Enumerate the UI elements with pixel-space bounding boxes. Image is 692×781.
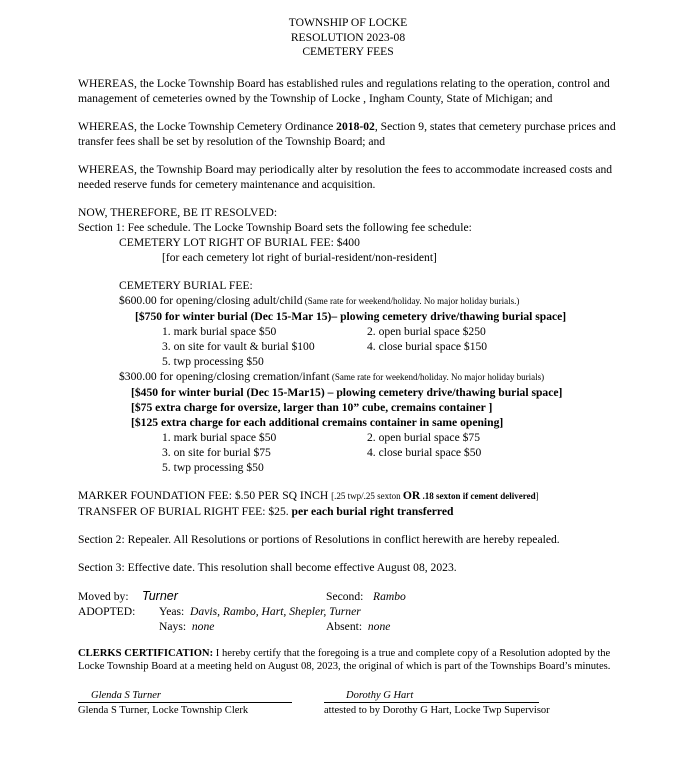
second-value: Rambo (373, 589, 406, 603)
yeas-line (142, 604, 406, 619)
fee-item: 3. on site for burial $75 (162, 445, 271, 459)
fee-item-row (78, 339, 618, 354)
fee-item: 1. mark burial space $50 (162, 430, 277, 444)
nays-value: none (191, 619, 215, 633)
nays-label: Nays: (159, 619, 187, 633)
transfer-fee-note: per each burial right transferred (291, 504, 454, 518)
clerks-certification (78, 647, 618, 674)
moved-by-label: Moved by: (78, 589, 129, 603)
cremation-fee-line (78, 369, 618, 385)
absent-label: Absent: (326, 619, 363, 633)
clerk-signature-line: Glenda S Turner (78, 690, 292, 703)
vote-record (78, 589, 406, 634)
fee-item-row (78, 460, 618, 475)
marker-foundation-fee (78, 488, 618, 504)
header-township: TOWNSHIP OF LOCKE (288, 16, 408, 29)
resolved-block (78, 205, 618, 519)
section-3-effective-date: Section 3: Effective date. This resolution shall become effective August 08, 2023. (78, 560, 457, 574)
header-resolution-number: RESOLUTION 2023-08 (290, 30, 406, 44)
fee-item: 2. open burial space $75 (367, 430, 481, 444)
marker-fee-text: MARKER FOUNDATION FEE: $.50 PER SQ INCH (78, 488, 332, 502)
resolution-document (78, 16, 618, 717)
fee-item: 4. close burial space $50 (367, 445, 482, 459)
fee-item: 2. open burial space $250 (367, 324, 486, 338)
whereas-paragraph-2 (78, 119, 618, 149)
fee-item: 4. close burial space $150 (367, 339, 488, 353)
document-header (78, 16, 618, 60)
whereas-paragraph-1: WHEREAS, the Locke Township Board has established rules and regulations relating to the operation, control and management of cemeteries owned by the Township of Locke , Ingham County, State of Michigan; and (78, 76, 610, 105)
fee-item: 3. on site for vault & burial $100 (162, 339, 315, 353)
cremation-oversize-fee: [$75 extra charge for oversize, larger than 10” cube, cremains container ] (131, 400, 493, 414)
adopted-label: ADOPTED: (78, 604, 136, 618)
clerk-signature-label: Glenda S Turner, Locke Township Clerk (78, 704, 249, 716)
fee-item: 5. twp processing $50 (162, 460, 264, 474)
adult-fee-items (78, 324, 618, 369)
clerk-signature (78, 690, 324, 717)
whereas-2-text-b: , Section 9, states that cemetery purchase prices and transfer fees shall be set by resolution of the Township Board; and (78, 119, 616, 148)
marker-fee-close: ] (535, 490, 539, 501)
transfer-fee-text: TRANSFER OF BURIAL RIGHT FEE: $25. (78, 504, 292, 518)
cremation-fee-items (78, 430, 618, 475)
fee-item: 1. mark burial space $50 (162, 324, 277, 338)
marker-fee-split: [.25 twp/.25 sexton (331, 490, 403, 501)
moved-by-value: Turner (142, 588, 178, 603)
yeas-value: Davis, Rambo, Hart, Shepler, Turner (190, 604, 361, 618)
marker-fee-or: OR (402, 488, 421, 502)
burial-fee-heading: CEMETERY BURIAL FEE: (119, 278, 253, 292)
transfer-fee (78, 504, 618, 519)
whereas-2-text-a: WHEREAS, the Locke Township Cemetery Ordinance (78, 119, 337, 133)
lot-fee-line: CEMETERY LOT RIGHT OF BURIAL FEE: $400 (119, 235, 360, 249)
fee-item-row (78, 430, 618, 445)
section-2-repealer: Section 2: Repealer. All Resolutions or portions of Resolutions in conflict herewith are hereby repealed. (78, 532, 560, 546)
cremation-fee-text: $300.00 for opening/closing cremation/infant (119, 369, 330, 383)
signature-block (78, 690, 618, 717)
adult-fee-line (78, 293, 618, 309)
header-subject: CEMETERY FEES (302, 45, 394, 59)
yeas-label: Yeas: (159, 604, 185, 618)
marker-fee-cement: .18 sexton if cement delivered (420, 490, 536, 501)
absent-value: none (367, 619, 391, 633)
cremation-winter-fee: [$450 for winter burial (Dec 15-Mar15) – plowing cemetery drive/thawing burial space] (131, 385, 563, 399)
cremation-fee-note: (Same rate for weekend/holiday. No major holiday burials) (329, 371, 545, 382)
certification-label: CLERKS CERTIFICATION: (78, 647, 214, 659)
fee-item-row (78, 354, 618, 369)
certification-text: I hereby certify that the foregoing is a true and complete copy of a Resolution adopted by the Locke Township Board at a meeting held on August 08, 2023, the original of which is part of the Townships Board’s minutes. (78, 647, 611, 673)
supervisor-signature-label: attested to by Dorothy G Hart, Locke Twp Supervisor (324, 704, 550, 716)
whereas-paragraph-3: WHEREAS, the Township Board may periodically alter by resolution the fees to accommodate increased costs and needed reserve funds for cemetery maintenance and acquisition. (78, 162, 613, 191)
adult-fee-text: $600.00 for opening/closing adult/child (119, 293, 303, 307)
resolved-heading: NOW, THEREFORE, BE IT RESOLVED: (78, 205, 278, 219)
ordinance-number: 2018-02 (336, 119, 375, 133)
lot-fee-note: [for each cemetery lot right of burial-resident/non-resident] (162, 250, 437, 264)
absent-line (326, 619, 406, 634)
nays-line (142, 619, 326, 634)
cremation-additional-fee: [$125 extra charge for each additional cremains container in same opening] (131, 415, 504, 429)
fee-item: 5. twp processing $50 (162, 354, 264, 368)
supervisor-signature (324, 690, 584, 717)
adult-fee-note: (Same rate for weekend/holiday. No major holiday burials.) (302, 295, 520, 306)
section-1-heading: Section 1: Fee schedule. The Locke Township Board sets the following fee schedule: (78, 220, 472, 234)
supervisor-signature-line: Dorothy G Hart (324, 690, 539, 703)
fee-item-row (78, 445, 618, 460)
adult-winter-fee: [$750 for winter burial (Dec 15-Mar 15)– plowing cemetery drive/thawing burial space] (135, 309, 567, 323)
fee-item-row (78, 324, 618, 339)
second-label: Second: (326, 589, 364, 603)
